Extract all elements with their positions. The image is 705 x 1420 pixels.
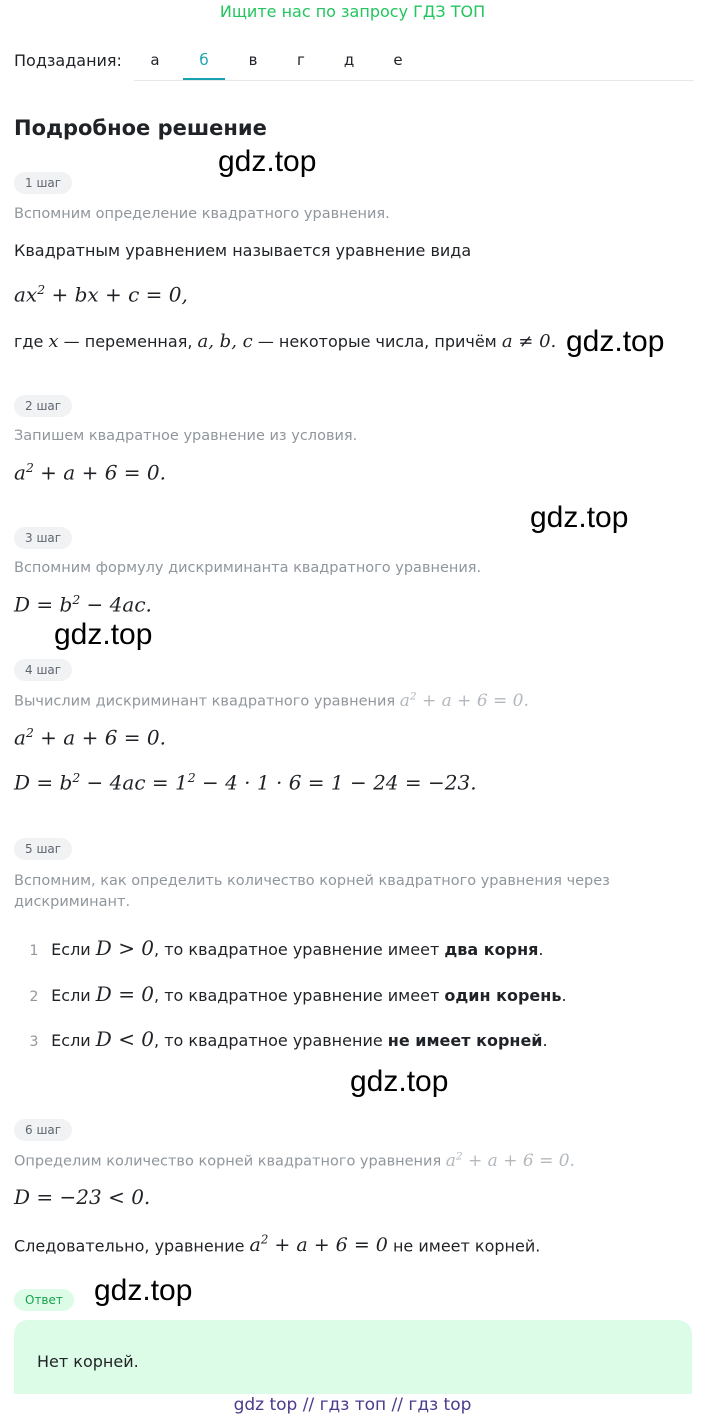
watermark: gdz.top: [566, 325, 665, 358]
conclusion: Следовательно, уравнение $a^2 + a + 6 = 0$ не имеет корней.: [14, 1233, 541, 1257]
step-text: Квадратным уравнением называется уравнение вида: [14, 241, 472, 260]
step-hint: Вспомним определение квадратного уравнения.: [14, 206, 390, 222]
tab-g[interactable]: г: [297, 51, 305, 69]
formula: $ax^2$ + bx + c = 0,: [14, 282, 188, 307]
tab-a[interactable]: а: [150, 51, 160, 69]
answer-badge: Ответ: [14, 1289, 74, 1311]
watermark: gdz.top: [530, 501, 629, 534]
formula: $a^2 + a + 6 = 0$.: [14, 725, 166, 750]
step-badge: 4 шаг: [14, 659, 72, 681]
watermark: gdz.top: [94, 1274, 193, 1307]
answer-text: Нет корней.: [37, 1352, 139, 1371]
formula: $a^2 + a + 6 = 0$.: [14, 460, 166, 485]
tab-b[interactable]: б: [183, 42, 225, 80]
step-badge: 1 шаг: [14, 172, 72, 194]
step-badge: 5 шаг: [14, 838, 72, 860]
step-hint: Вспомним формулу дискриминанта квадратного уравнения.: [14, 560, 482, 576]
step-text: где x — переменная, a, b, c — некоторые числа, причём a ≠ 0.: [14, 331, 557, 352]
watermark: gdz.top: [218, 145, 317, 178]
formula: $D = b^2 - 4ac$.: [14, 592, 152, 617]
watermark: gdz.top: [54, 618, 153, 651]
page-title: Подробное решение: [14, 116, 267, 140]
list-item: 2 Если D = 0, то квадратное уравнение имеет один корень.: [29, 982, 567, 1006]
formula: D = −23 < 0.: [14, 1185, 151, 1209]
search-banner: Ищите нас по запросу ГДЗ ТОП: [219, 2, 486, 21]
step-hint: Вспомним, как определить количество корней квадратного уравнения через дискриминант.: [14, 873, 610, 910]
step-hint: Вычислим дискриминант квадратного уравнения $a^2 + a + 6 = 0$.: [14, 690, 529, 711]
step-hint: Запишем квадратное уравнение из условия.: [14, 428, 358, 444]
list-item: 3 Если D < 0, то квадратное уравнение не имеет корней.: [29, 1027, 548, 1051]
tab-e[interactable]: е: [393, 51, 403, 69]
step-badge: 3 шаг: [14, 527, 72, 549]
formula: $D = b^2 - 4ac = 1^2 - 4 \cdot 1 \cdot 6 = 1 - 24 = -23$.: [14, 770, 477, 795]
subtasks-label: Подзадания:: [14, 51, 122, 70]
step-badge: 6 шаг: [14, 1119, 72, 1141]
footer-links: gdz top // гдз топ // гдз top: [233, 1395, 472, 1415]
list-item: 1 Если D > 0, то квадратное уравнение имеет два корня.: [29, 936, 544, 960]
tab-v[interactable]: в: [248, 51, 258, 69]
step-badge: 2 шаг: [14, 395, 72, 417]
tab-d[interactable]: д: [343, 51, 355, 69]
subtask-tabs: [134, 42, 694, 81]
watermark: gdz.top: [350, 1065, 449, 1098]
step-hint: Определим количество корней квадратного уравнения $a^2 + a + 6 = 0$.: [14, 1150, 575, 1171]
